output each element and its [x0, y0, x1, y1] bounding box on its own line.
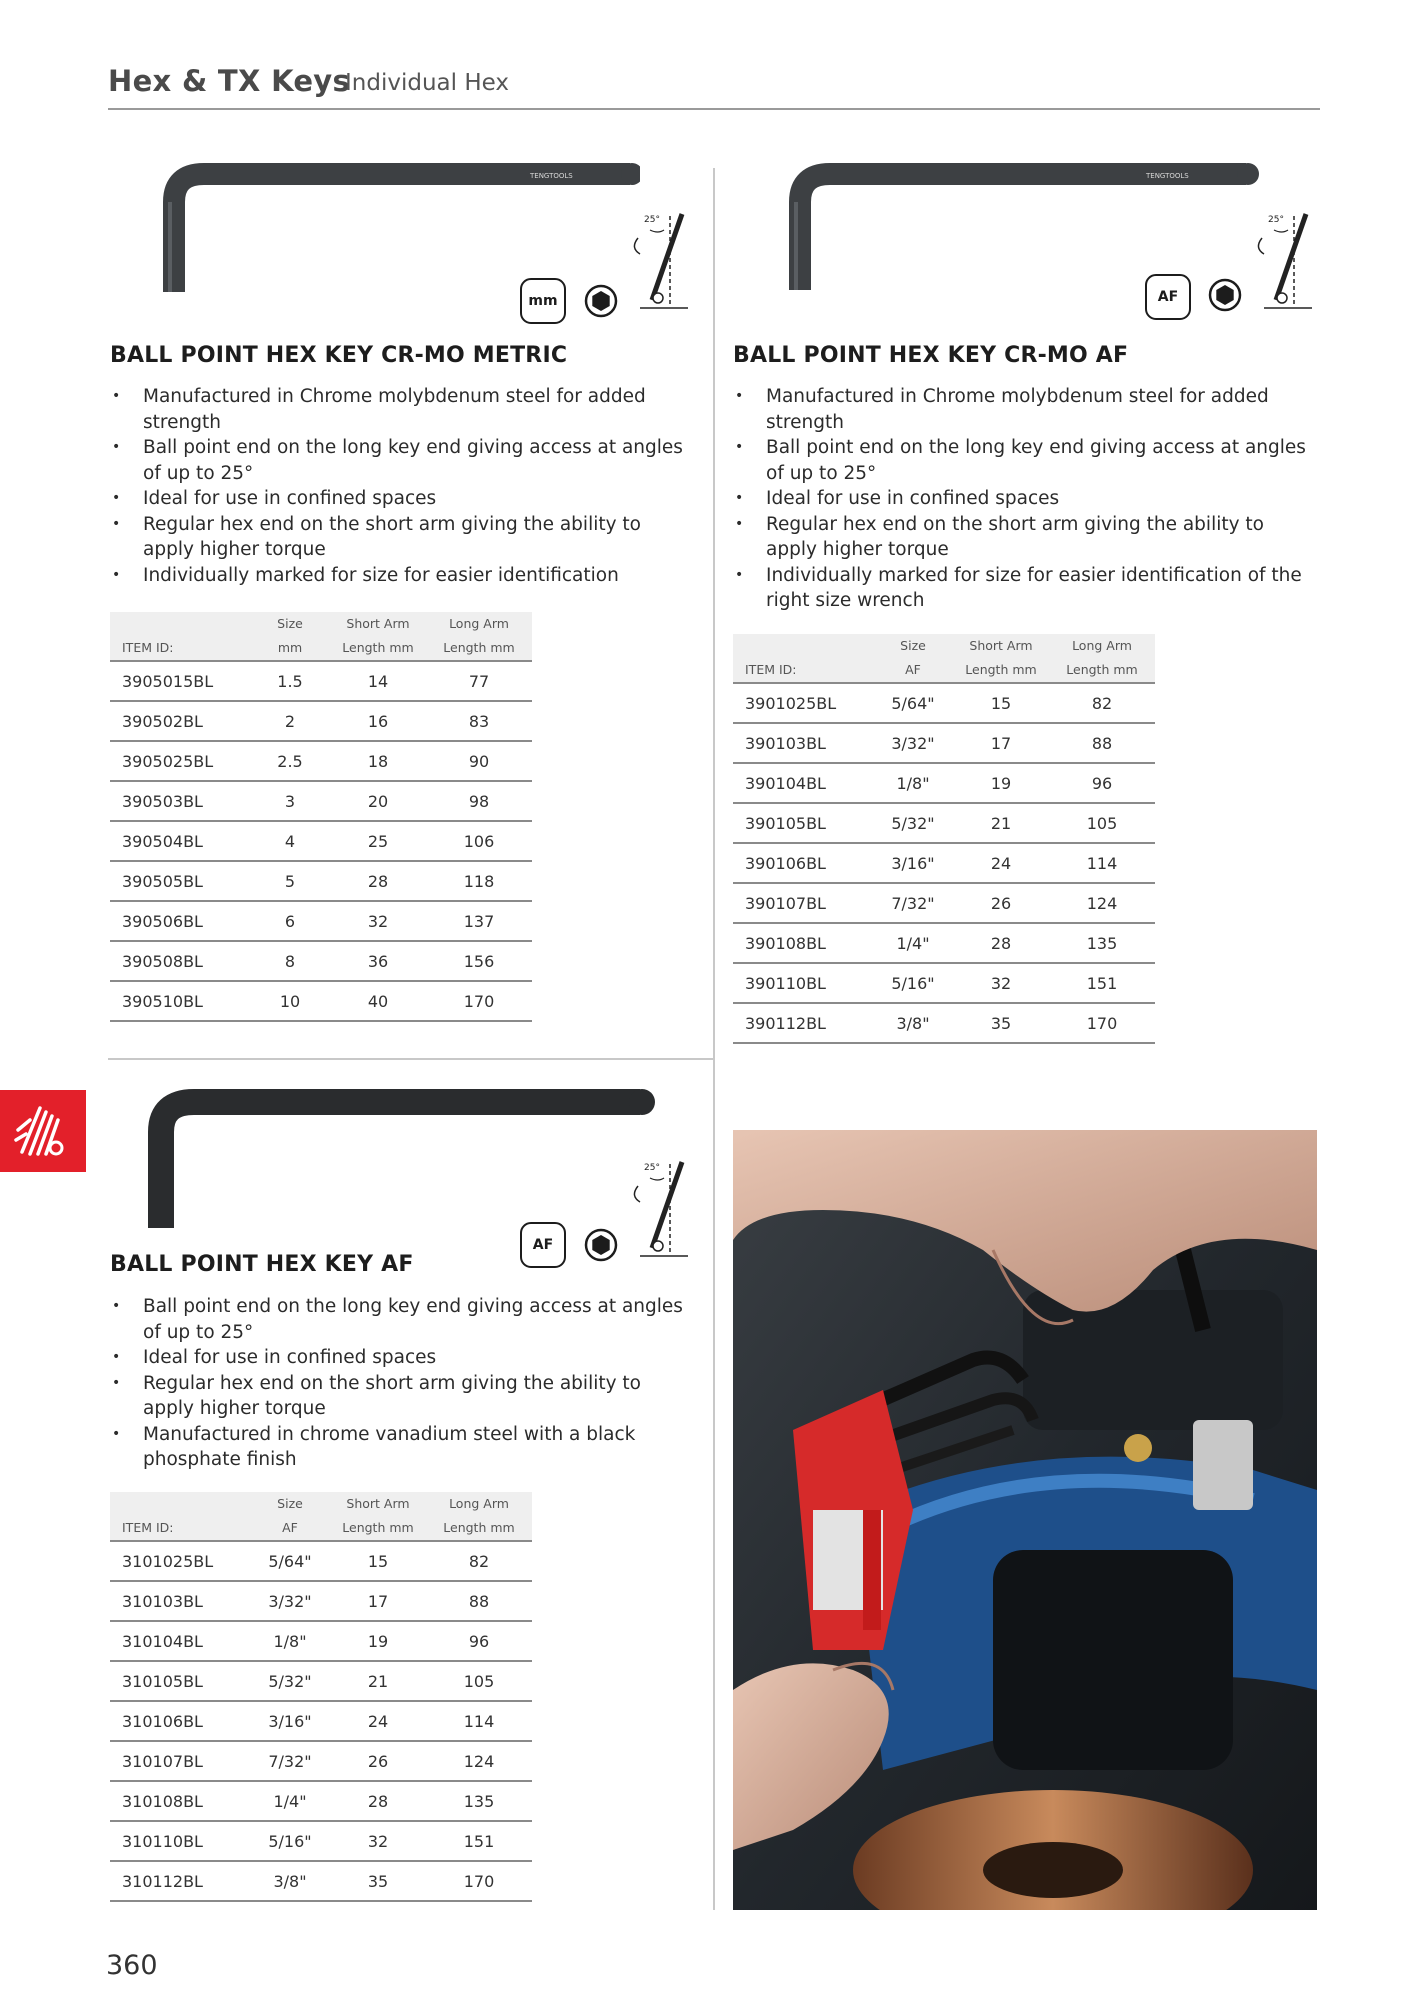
- cell-short-arm: 18: [330, 741, 426, 781]
- header-long-arm: Long Arm: [426, 1492, 532, 1516]
- cell-size: 4: [250, 821, 330, 861]
- cell-item-id: 390503BL: [110, 781, 250, 821]
- cell-size: 3/32": [873, 723, 953, 763]
- feature-item: • Individually marked for size for easier identification: [110, 563, 690, 589]
- table-row: [733, 723, 1155, 763]
- header-item-id: ITEM ID:: [733, 658, 873, 683]
- table-row: [733, 963, 1155, 1003]
- cell-size: 1/8": [873, 763, 953, 803]
- column-divider: [713, 168, 715, 1910]
- feature-list-af-crmo: [733, 384, 1315, 614]
- feature-item: • Regular hex end on the short arm giving the ability to apply higher torque: [110, 1371, 690, 1422]
- cell-item-id: 3905015BL: [110, 661, 250, 701]
- feature-item: • Ideal for use in confined spaces: [733, 486, 1315, 512]
- table-body: [110, 1541, 532, 1901]
- product-title-metric: BALL POINT HEX KEY CR-MO METRIC: [110, 343, 568, 368]
- cell-short-arm: 28: [953, 923, 1049, 963]
- table-row: [110, 781, 532, 821]
- cell-size: 5/64": [250, 1541, 330, 1581]
- angle-25-icon: [628, 1156, 694, 1266]
- cell-size: 5/32": [873, 803, 953, 843]
- cell-long-arm: 114: [1049, 843, 1155, 883]
- angle-25-icon: [1252, 208, 1318, 318]
- workshop-photo: [733, 1130, 1317, 1910]
- header-size-unit: AF: [250, 1516, 330, 1541]
- cell-size: 10: [250, 981, 330, 1021]
- cell-long-arm: 106: [426, 821, 532, 861]
- cell-short-arm: 17: [330, 1581, 426, 1621]
- product-title-af-crmo: BALL POINT HEX KEY CR-MO AF: [733, 343, 1129, 368]
- cell-long-arm: 98: [426, 781, 532, 821]
- page-number: 360: [106, 1950, 158, 1981]
- cell-long-arm: 118: [426, 861, 532, 901]
- table-row: [733, 883, 1155, 923]
- cell-long-arm: 170: [1049, 1003, 1155, 1043]
- cell-size: 2.5: [250, 741, 330, 781]
- header-item-id: ITEM ID:: [110, 1516, 250, 1541]
- cell-item-id: 310107BL: [110, 1741, 250, 1781]
- cell-short-arm: 40: [330, 981, 426, 1021]
- cell-short-arm: 15: [953, 683, 1049, 723]
- hex-keys-icon: [0, 1090, 86, 1172]
- header-short-unit: Length mm: [953, 658, 1049, 683]
- feature-item: • Ball point end on the long key end giving access at angles of up to 25°: [110, 435, 690, 486]
- header-long-unit: Length mm: [426, 636, 532, 661]
- cell-size: 3: [250, 781, 330, 821]
- cell-short-arm: 32: [330, 1821, 426, 1861]
- brand-mark: TENGTOOLS: [530, 172, 573, 180]
- cell-long-arm: 135: [426, 1781, 532, 1821]
- cell-short-arm: 17: [953, 723, 1049, 763]
- spec-table-af: [110, 1492, 532, 1902]
- header-size: Size: [250, 612, 330, 636]
- table-row: [110, 661, 532, 701]
- table-row: [733, 923, 1155, 963]
- cell-size: 3/16": [873, 843, 953, 883]
- cell-short-arm: 28: [330, 1781, 426, 1821]
- header-short-arm: Short Arm: [330, 612, 426, 636]
- cell-long-arm: 96: [426, 1621, 532, 1661]
- cell-item-id: 390112BL: [733, 1003, 873, 1043]
- hex-socket-icon: [584, 1228, 618, 1262]
- cell-item-id: 390506BL: [110, 901, 250, 941]
- header-long-arm: Long Arm: [426, 612, 532, 636]
- table-row: [733, 803, 1155, 843]
- cell-size: 1/4": [873, 923, 953, 963]
- table-row: [110, 1661, 532, 1701]
- cell-short-arm: 36: [330, 941, 426, 981]
- table-body: [733, 683, 1155, 1043]
- cell-long-arm: 105: [426, 1661, 532, 1701]
- cell-short-arm: 19: [953, 763, 1049, 803]
- cell-size: 5/16": [250, 1821, 330, 1861]
- feature-item: • Ideal for use in confined spaces: [110, 486, 690, 512]
- cell-long-arm: 170: [426, 981, 532, 1021]
- cell-size: 2: [250, 701, 330, 741]
- cell-item-id: 310110BL: [110, 1821, 250, 1861]
- hex-key-af-image: [786, 162, 1266, 302]
- table-row: [110, 1621, 532, 1661]
- cell-short-arm: 25: [330, 821, 426, 861]
- cell-long-arm: 151: [426, 1821, 532, 1861]
- cell-long-arm: 124: [426, 1741, 532, 1781]
- cell-size: 3/8": [873, 1003, 953, 1043]
- cell-long-arm: 88: [1049, 723, 1155, 763]
- cell-size: 5/64": [873, 683, 953, 723]
- feature-item: • Regular hex end on the short arm giving the ability to apply higher torque: [110, 512, 690, 563]
- table-row: [110, 1781, 532, 1821]
- table-row: [110, 1541, 532, 1581]
- cell-short-arm: 28: [330, 861, 426, 901]
- cell-size: 3/8": [250, 1861, 330, 1901]
- table-row: [110, 901, 532, 941]
- cell-short-arm: 14: [330, 661, 426, 701]
- angle-label: 25°: [644, 1163, 660, 1173]
- cell-short-arm: 20: [330, 781, 426, 821]
- cell-item-id: 3905025BL: [110, 741, 250, 781]
- table-row: [110, 1701, 532, 1741]
- product-in-use-photo: [733, 1130, 1317, 1910]
- hex-key-af-black-image: [140, 1088, 660, 1238]
- cell-item-id: 390106BL: [733, 843, 873, 883]
- cell-item-id: 390508BL: [110, 941, 250, 981]
- header-size: Size: [250, 1492, 330, 1516]
- category-title: Hex & TX Keys: [108, 64, 351, 98]
- header-short-arm: Short Arm: [953, 634, 1049, 658]
- section-divider: [108, 1058, 714, 1060]
- cell-item-id: 390110BL: [733, 963, 873, 1003]
- cell-size: 3/16": [250, 1701, 330, 1741]
- cell-item-id: 310108BL: [110, 1781, 250, 1821]
- cell-item-id: 390502BL: [110, 701, 250, 741]
- cell-item-id: 3901025BL: [733, 683, 873, 723]
- unit-badge-af: AF: [520, 1222, 566, 1268]
- brand-mark: TENGTOOLS: [1146, 172, 1189, 180]
- table-row: [733, 1003, 1155, 1043]
- cell-size: 5/32": [250, 1661, 330, 1701]
- cell-short-arm: 24: [953, 843, 1049, 883]
- subcategory-title: Individual Hex: [345, 70, 509, 96]
- table-row: [733, 683, 1155, 723]
- header-item-id: ITEM ID:: [110, 636, 250, 661]
- header-blank: [110, 1492, 250, 1516]
- cell-long-arm: 105: [1049, 803, 1155, 843]
- table-row: [110, 981, 532, 1021]
- cell-long-arm: 90: [426, 741, 532, 781]
- cell-size: 5/16": [873, 963, 953, 1003]
- cell-short-arm: 26: [953, 883, 1049, 923]
- cell-item-id: 390505BL: [110, 861, 250, 901]
- cell-item-id: 310104BL: [110, 1621, 250, 1661]
- cell-short-arm: 16: [330, 701, 426, 741]
- feature-item: • Manufactured in chrome vanadium steel with a black phosphate finish: [110, 1422, 690, 1473]
- cell-item-id: 310105BL: [110, 1661, 250, 1701]
- cell-size: 1.5: [250, 661, 330, 701]
- table-row: [110, 701, 532, 741]
- cell-long-arm: 77: [426, 661, 532, 701]
- hex-socket-icon: [1208, 278, 1242, 312]
- feature-item: • Ideal for use in confined spaces: [110, 1345, 690, 1371]
- header-short-arm: Short Arm: [330, 1492, 426, 1516]
- cell-item-id: 390108BL: [733, 923, 873, 963]
- table-row: [110, 1861, 532, 1901]
- cell-short-arm: 35: [330, 1861, 426, 1901]
- cell-size: 7/32": [873, 883, 953, 923]
- feature-list-af: [110, 1294, 690, 1473]
- cell-size: 8: [250, 941, 330, 981]
- cell-size: 5: [250, 861, 330, 901]
- cell-long-arm: 170: [426, 1861, 532, 1901]
- cell-long-arm: 88: [426, 1581, 532, 1621]
- cell-long-arm: 82: [1049, 683, 1155, 723]
- cell-size: 6: [250, 901, 330, 941]
- header-blank: [110, 612, 250, 636]
- cell-short-arm: 21: [953, 803, 1049, 843]
- cell-item-id: 390510BL: [110, 981, 250, 1021]
- cell-long-arm: 96: [1049, 763, 1155, 803]
- cell-size: 3/32": [250, 1581, 330, 1621]
- cell-short-arm: 35: [953, 1003, 1049, 1043]
- cell-long-arm: 135: [1049, 923, 1155, 963]
- hex-socket-icon: [584, 284, 618, 318]
- table-row: [733, 843, 1155, 883]
- table-body: [110, 661, 532, 1021]
- header-long-unit: Length mm: [1049, 658, 1155, 683]
- table-row: [110, 941, 532, 981]
- cell-short-arm: 19: [330, 1621, 426, 1661]
- angle-25-icon: [628, 208, 694, 318]
- header-blank: [733, 634, 873, 658]
- cell-long-arm: 83: [426, 701, 532, 741]
- feature-item: • Ball point end on the long key end giving access at angles of up to 25°: [110, 1294, 690, 1345]
- cell-item-id: 390105BL: [733, 803, 873, 843]
- angle-label: 25°: [1268, 215, 1284, 225]
- table-row: [110, 861, 532, 901]
- header-long-arm: Long Arm: [1049, 634, 1155, 658]
- cell-short-arm: 24: [330, 1701, 426, 1741]
- cell-size: 1/8": [250, 1621, 330, 1661]
- cell-size: 1/4": [250, 1781, 330, 1821]
- cell-short-arm: 32: [330, 901, 426, 941]
- header-short-unit: Length mm: [330, 636, 426, 661]
- table-row: [110, 1581, 532, 1621]
- header-long-unit: Length mm: [426, 1516, 532, 1541]
- cell-item-id: 310103BL: [110, 1581, 250, 1621]
- cell-item-id: 310106BL: [110, 1701, 250, 1741]
- feature-item: • Ball point end on the long key end giving access at angles of up to 25°: [733, 435, 1315, 486]
- cell-long-arm: 114: [426, 1701, 532, 1741]
- section-tab: [0, 1090, 86, 1172]
- cell-short-arm: 21: [330, 1661, 426, 1701]
- cell-long-arm: 137: [426, 901, 532, 941]
- cell-short-arm: 15: [330, 1541, 426, 1581]
- header-size-unit: AF: [873, 658, 953, 683]
- table-row: [110, 1741, 532, 1781]
- cell-long-arm: 156: [426, 941, 532, 981]
- header-size-unit: mm: [250, 636, 330, 661]
- header-size: Size: [873, 634, 953, 658]
- cell-item-id: 390504BL: [110, 821, 250, 861]
- header-short-unit: Length mm: [330, 1516, 426, 1541]
- cell-item-id: 390104BL: [733, 763, 873, 803]
- feature-item: • Regular hex end on the short arm giving the ability to apply higher torque: [733, 512, 1315, 563]
- cell-long-arm: 124: [1049, 883, 1155, 923]
- page-header: [108, 60, 1320, 110]
- product-title-af: BALL POINT HEX KEY AF: [110, 1252, 414, 1277]
- table-row: [110, 741, 532, 781]
- unit-badge-af: AF: [1145, 274, 1191, 320]
- angle-label: 25°: [644, 215, 660, 225]
- spec-table-metric: [110, 612, 532, 1022]
- cell-item-id: 310112BL: [110, 1861, 250, 1901]
- feature-list-metric: [110, 384, 690, 588]
- cell-item-id: 3101025BL: [110, 1541, 250, 1581]
- cell-size: 7/32": [250, 1741, 330, 1781]
- cell-item-id: 390107BL: [733, 883, 873, 923]
- cell-long-arm: 82: [426, 1541, 532, 1581]
- feature-item: • Manufactured in Chrome molybdenum steel for added strength: [733, 384, 1315, 435]
- feature-item: • Individually marked for size for easier identification of the right size wrench: [733, 563, 1315, 614]
- hex-key-metric-image: [160, 162, 640, 302]
- feature-item: • Manufactured in Chrome molybdenum steel for added strength: [110, 384, 690, 435]
- table-row: [110, 1821, 532, 1861]
- table-row: [733, 763, 1155, 803]
- cell-short-arm: 32: [953, 963, 1049, 1003]
- cell-long-arm: 151: [1049, 963, 1155, 1003]
- unit-badge-mm: mm: [520, 278, 566, 324]
- spec-table-af-crmo: [733, 634, 1155, 1044]
- table-row: [110, 821, 532, 861]
- cell-short-arm: 26: [330, 1741, 426, 1781]
- cell-item-id: 390103BL: [733, 723, 873, 763]
